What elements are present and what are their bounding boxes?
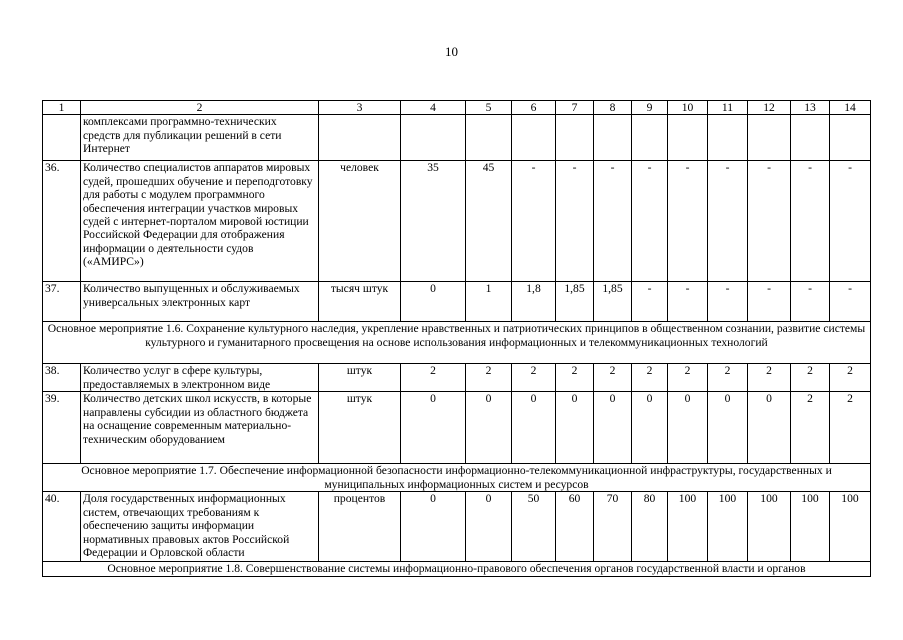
- section-title: Основное мероприятие 1.7. Обеспечение информационной безопасности информационно-телекоммуникационной инфраструктуры, государственных и муниципальных информационных систем и ресурсов: [43, 464, 871, 492]
- value-cell: 70: [594, 492, 632, 562]
- value-cell: 45: [466, 161, 512, 282]
- value-cell: 35: [401, 161, 466, 282]
- value-cell: -: [708, 282, 748, 322]
- row-number: 40.: [43, 492, 81, 562]
- value-cell: -: [830, 282, 871, 322]
- header-cell: 3: [319, 101, 401, 115]
- row-number: 37.: [43, 282, 81, 322]
- value-cell: [594, 115, 632, 161]
- value-cell: [748, 115, 791, 161]
- value-cell: -: [791, 161, 830, 282]
- value-cell: 0: [708, 392, 748, 464]
- indicator-name: Количество специалистов аппаратов мировых судей, прошедших обучение и переподготовку для работы с модулем программного обеспечения интеграции участков мировых судей с интернет-порталом мировой юстиции Российской Федерации для отображения информации о деятельности судов («АМИРС»): [81, 161, 319, 282]
- value-cell: 1,85: [556, 282, 594, 322]
- value-cell: 0: [594, 392, 632, 464]
- indicators-table: [42, 100, 871, 577]
- table-row: [43, 161, 871, 282]
- header-cell: 14: [830, 101, 871, 115]
- value-cell: -: [791, 282, 830, 322]
- value-cell: 60: [556, 492, 594, 562]
- value-cell: -: [748, 282, 791, 322]
- value-cell: 0: [748, 392, 791, 464]
- value-cell: -: [830, 161, 871, 282]
- header-cell: 7: [556, 101, 594, 115]
- unit-cell: тысяч штук: [319, 282, 401, 322]
- value-cell: 0: [466, 492, 512, 562]
- unit-cell: процентов: [319, 492, 401, 562]
- value-cell: 100: [668, 492, 708, 562]
- header-cell: 12: [748, 101, 791, 115]
- value-cell: 2: [830, 392, 871, 464]
- value-cell: 2: [668, 364, 708, 392]
- value-cell: 2: [791, 392, 830, 464]
- row-number: 36.: [43, 161, 81, 282]
- section-row: [43, 562, 871, 576]
- value-cell: 100: [830, 492, 871, 562]
- indicator-name: Количество детских школ искусств, в которые направлены субсидии из областного бюджета на оснащение современным материально-техническим оборудованием: [81, 392, 319, 464]
- table-row: [43, 392, 871, 464]
- value-cell: 2: [632, 364, 668, 392]
- value-cell: -: [708, 161, 748, 282]
- value-cell: [668, 115, 708, 161]
- value-cell: -: [512, 161, 556, 282]
- table-row: [43, 492, 871, 562]
- value-cell: [401, 115, 466, 161]
- value-cell: 2: [466, 364, 512, 392]
- header-cell: 1: [43, 101, 81, 115]
- value-cell: -: [594, 161, 632, 282]
- table-row: [43, 115, 871, 161]
- value-cell: 1,85: [594, 282, 632, 322]
- header-cell: 10: [668, 101, 708, 115]
- row-number: 39.: [43, 392, 81, 464]
- value-cell: [830, 115, 871, 161]
- section-row: [43, 464, 871, 492]
- page-number: 10: [445, 44, 458, 59]
- value-cell: -: [748, 161, 791, 282]
- value-cell: [466, 115, 512, 161]
- section-title: Основное мероприятие 1.6. Сохранение культурного наследия, укрепление нравственных и патриотических принципов в общественном сознании, развитие системы культурного и гуманитарного просвещения на основе использования информационных и телекоммуникационных технологий: [43, 322, 871, 364]
- header-cell: 9: [632, 101, 668, 115]
- unit-cell: штук: [319, 392, 401, 464]
- value-cell: 100: [708, 492, 748, 562]
- value-cell: 0: [401, 392, 466, 464]
- value-cell: 1,8: [512, 282, 556, 322]
- row-number: [43, 115, 81, 161]
- value-cell: 100: [791, 492, 830, 562]
- value-cell: 2: [791, 364, 830, 392]
- value-cell: 0: [401, 282, 466, 322]
- value-cell: 0: [466, 392, 512, 464]
- unit-cell: штук: [319, 364, 401, 392]
- value-cell: 2: [748, 364, 791, 392]
- value-cell: 0: [556, 392, 594, 464]
- value-cell: 0: [668, 392, 708, 464]
- value-cell: 1: [466, 282, 512, 322]
- value-cell: 2: [401, 364, 466, 392]
- value-cell: 50: [512, 492, 556, 562]
- value-cell: 0: [401, 492, 466, 562]
- header-cell: 6: [512, 101, 556, 115]
- value-cell: 2: [830, 364, 871, 392]
- header-row: [43, 101, 871, 115]
- value-cell: 100: [748, 492, 791, 562]
- value-cell: 0: [512, 392, 556, 464]
- header-cell: 8: [594, 101, 632, 115]
- section-title: Основное мероприятие 1.8. Совершенствование системы информационно-правового обеспечения органов государственной власти и органов: [43, 562, 871, 576]
- value-cell: [632, 115, 668, 161]
- indicator-name: Количество выпущенных и обслуживаемых универсальных электронных карт: [81, 282, 319, 322]
- value-cell: -: [632, 161, 668, 282]
- row-number: 38.: [43, 364, 81, 392]
- unit-cell: [319, 115, 401, 161]
- header-cell: 5: [466, 101, 512, 115]
- header-cell: 13: [791, 101, 830, 115]
- value-cell: -: [668, 282, 708, 322]
- indicator-name: Доля государственных информационных систем, отвечающих требованиям к обеспечению защиты информации нормативных правовых актов Российской Федерации и Орловской области: [81, 492, 319, 562]
- value-cell: -: [556, 161, 594, 282]
- value-cell: 2: [708, 364, 748, 392]
- header-cell: 2: [81, 101, 319, 115]
- header-cell: 11: [708, 101, 748, 115]
- value-cell: 2: [594, 364, 632, 392]
- indicator-name: Количество услуг в сфере культуры, предоставляемых в электронном виде: [81, 364, 319, 392]
- header-cell: 4: [401, 101, 466, 115]
- value-cell: -: [632, 282, 668, 322]
- unit-cell: человек: [319, 161, 401, 282]
- value-cell: 2: [512, 364, 556, 392]
- table-row: [43, 364, 871, 392]
- value-cell: [708, 115, 748, 161]
- value-cell: -: [668, 161, 708, 282]
- table-row: [43, 282, 871, 322]
- section-row: [43, 322, 871, 364]
- value-cell: [512, 115, 556, 161]
- value-cell: 2: [556, 364, 594, 392]
- value-cell: 0: [632, 392, 668, 464]
- value-cell: [556, 115, 594, 161]
- value-cell: [791, 115, 830, 161]
- indicator-name: комплексами программно-технических средств для публикации решений в сети Интернет: [81, 115, 319, 161]
- value-cell: 80: [632, 492, 668, 562]
